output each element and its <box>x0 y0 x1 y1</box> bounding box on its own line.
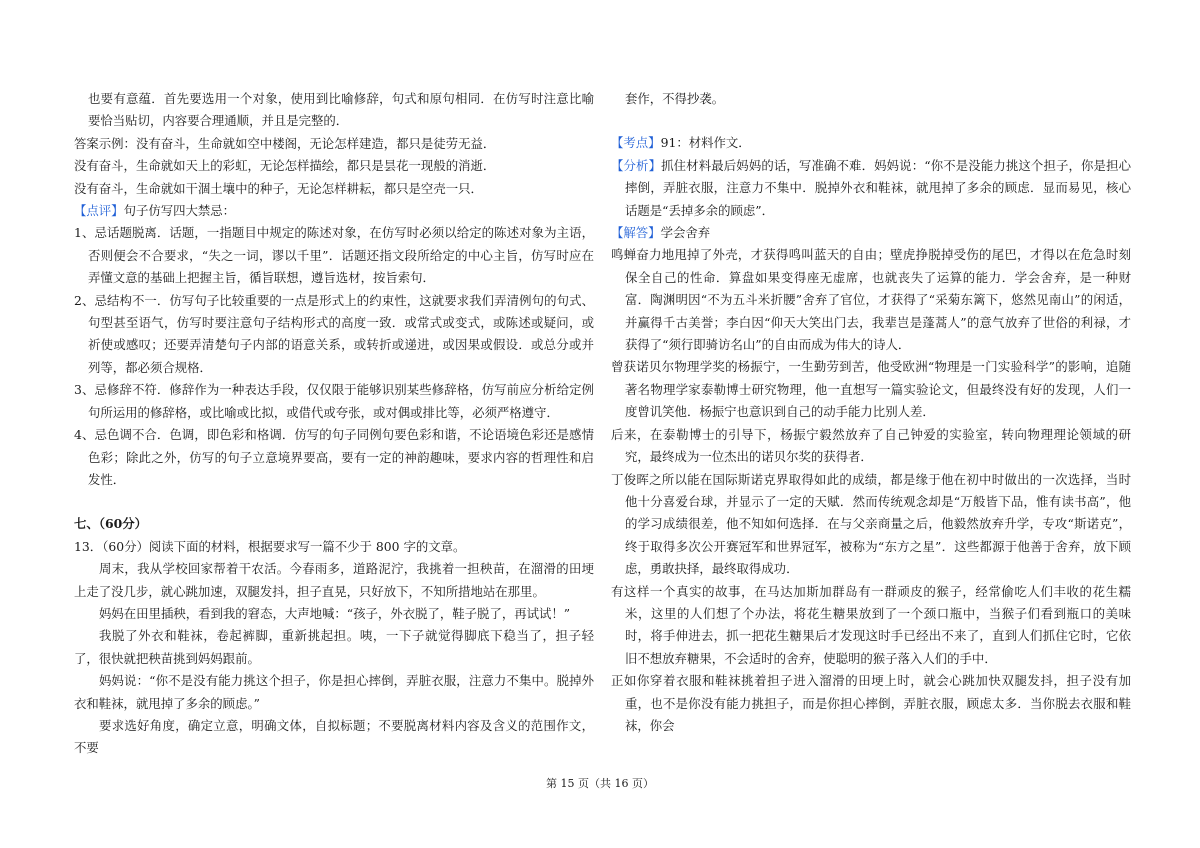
rule-1: 1、忌话题脱离．话题，一指题目中规定的陈述对象，在仿写时必须以给定的陈述对象为主语，否则便会不合要求，“失之一词，谬以千里”．话题还指文段所给定的中心主旨，仿写时应在弄懂文意的基础上把握主旨，循旨联想，遵旨选材，按旨索句． <box>74 225 594 286</box>
essay-paragraph-1: 鸣蝉奋力地甩掉了外壳，才获得鸣叫蓝天的自由；壁虎挣脱掉受伤的尾巴，才得以在危急时刻保全自己的性命．算盘如果变得座无虚席，也就丧失了运算的能力．学会舍弃，是一种财富．陶渊明因“不为五斗米折腰”舍弃了官位，才获得了“采菊东篱下，悠然见南山”的闲适，并赢得千古美誉；李白因“仰天大笑出门去，我辈岂是蓬蒿人”的意气放弃了世俗的利禄，才获得了“须行即骑访名山”的自由而成为伟大的诗人． <box>611 247 1131 353</box>
example-answer-3: 没有奋斗，生命就如干涸土壤中的种子，无论怎样耕耘，都只是空壳一只． <box>74 180 483 196</box>
review-line <box>74 200 594 222</box>
review-text: 句子仿写四大禁忌： <box>123 203 236 219</box>
kaodian-text: 91：材料作文． <box>660 135 751 151</box>
question-13: 13．（60分）阅读下面的材料，根据要求写一篇不少于 800 字的文章。 <box>74 538 466 554</box>
requirements-continued: 套作，不得抄袭。 <box>625 91 725 106</box>
requirements-paragraph: 要求选好角度，确定立意，明确文体，自拟标题；不要脱离材料内容及含义的范围作文，不要 <box>74 717 594 756</box>
jieda-tag: 【解答】 <box>611 225 661 241</box>
review-tag: 【点评】 <box>74 203 124 219</box>
fenxi-paragraph <box>611 155 1131 222</box>
essay-paragraph-2: 曾获诺贝尔物理学奖的杨振宁，一生勤劳到苦，他受欧洲“物理是一门实验科学”的影响，追随著名物理学家泰勒博士研究物理，他一直想写一篇实验论文，但最终没有好的发现，人们一度曾讥笑他．杨振宁也意识到自己的动手能力比别人差． <box>611 359 1131 420</box>
kaodian-tag: 【考点】 <box>611 135 661 151</box>
essay-paragraph-6: 正如你穿着衣服和鞋袜挑着担子进入溜滑的田埂上时，就会心跳加快双腿发抖，担子没有加重，也不是你没有能力挑担子，而是你担心摔倒，弄脏衣服，顾虑太多．当你脱去衣服和鞋袜，你会 <box>611 673 1131 733</box>
kaodian-line <box>611 132 1131 154</box>
rule-2: 2、忌结构不一．仿写句子比较重要的一点是形式上的约束性，这就要求我们弄清例句的句式、句型甚至语气，仿写时要注意句子结构形式的高度一致．或常式或变式，或陈述或疑问，或祈使或感叹；还要弄清楚句子内部的语意关系，或转折或递进，或因果或假设．或总分或并列等，都必须合规格． <box>74 292 594 375</box>
analysis-paragraph: 也要有意蕴．首先要选用一个对象，使用到比喻修辞，句式和原句相同．在仿写时注意比喻要恰当贴切，内容要合理通顺，并且是完整的． <box>88 91 594 129</box>
essay-paragraph-5: 有这样一个真实的故事，在马达加斯加群岛有一群顽皮的猴子，经常偷吃人们丰收的花生糯米，这里的人们想了个办法，将花生糖果放到了一个颈口瓶中，当猴子们看到瓶口的美味时，将手伸进去，抓一把花生糖果后才发现这时手已经出不来了，直到人们抓住它时，它依旧不想放弃糖果，不会适时的舍弃，使聪明的猴子落入人们的手中． <box>611 583 1131 666</box>
material-paragraph-4: 妈妈说：“你不是没有能力挑这个担子，你是担心摔倒，弄脏衣服，注意力不集中。脱掉外衣和鞋袜，就甩掉了多余的顾虑。” <box>74 673 594 711</box>
rule-3: 3、忌修辞不符．修辞作为一种表达手段，仅仅限于能够识别某些修辞格，仿写前应分析给定例句所运用的修辞格，或比喻或比拟，或借代或夸张，或对偶或排比等，必须严格遵守． <box>74 382 594 420</box>
material-paragraph-2: 妈妈在田里插秧，看到我的窘态，大声地喊：“孩子，外衣脱了，鞋子脱了，再试试！” <box>99 605 571 621</box>
example-answer-2: 没有奋斗，生命就如天上的彩虹，无论怎样描绘，都只是昙花一现般的消逝． <box>74 158 496 174</box>
material-paragraph-1: 周末，我从学校回家帮着干农活。今春雨多，道路泥泞，我挑着一担秧苗，在溜滑的田埂上走了没几步，就心跳加速，双腿发抖，担子直晃，只好放下，不知所措地站在那里。 <box>74 561 594 599</box>
example-answer-1: 答案示例：没有奋斗，生命就如空中楼阁，无论怎样建造，都只是徒劳无益． <box>74 135 496 151</box>
fenxi-tag: 【分析】 <box>611 157 662 173</box>
section-heading: 七、（60分） <box>74 516 147 532</box>
rule-4: 4、忌色调不合．色调，即色彩和格调．仿写的句子同例句要色彩和谐，不论语境色彩还是感情色彩；除此之外，仿写的句子立意境界要高，要有一定的神韵趣味，要求内容的哲理性和启发性． <box>74 427 594 487</box>
left-column <box>74 88 594 760</box>
jieda-text: 学会舍弃 <box>660 225 711 241</box>
page-number: 第 15 页（共 16 页） <box>546 777 654 790</box>
right-column <box>611 88 1131 737</box>
material-paragraph-3: 我脱了外衣和鞋袜，卷起裤脚，重新挑起担。咦，一下子就觉得脚底下稳当了，担子轻了，很快就把秧苗挑到妈妈跟前。 <box>74 628 594 666</box>
essay-paragraph-3: 后来，在泰勒博士的引导下，杨振宁毅然放弃了自己钟爱的实验室，转向物理理论领域的研究，最终成为一位杰出的诺贝尔奖的获得者． <box>611 426 1131 465</box>
essay-paragraph-4: 丁俊晖之所以能在国际斯诺克界取得如此的成绩，都是缘于他在初中时做出的一次选择，当时他十分喜爱台球，并显示了一定的天赋．然而传统观念却是“万般皆下品，惟有读书高”，他的学习成绩很差，他不知如何选择．在与父亲商量之后，他毅然放弃升学，专攻“斯诺克”，终于取得多次公开赛冠军和世界冠军，被称为“东方之星”．这些都源于他善于舍弃，放下顾虑，勇敢抉择，最终取得成功． <box>611 471 1131 577</box>
jieda-line <box>611 222 1131 244</box>
fenxi-text: 抓住材料最后妈妈的话，写准确不难．妈妈说：“你不是没能力挑这个担子，你是担心摔倒，弄脏衣服，注意力不集中．脱掉外衣和鞋袜，就甩掉了多余的顾虑．显而易见，核心话题是“丢掉多余的顾虑”． <box>625 157 1132 218</box>
